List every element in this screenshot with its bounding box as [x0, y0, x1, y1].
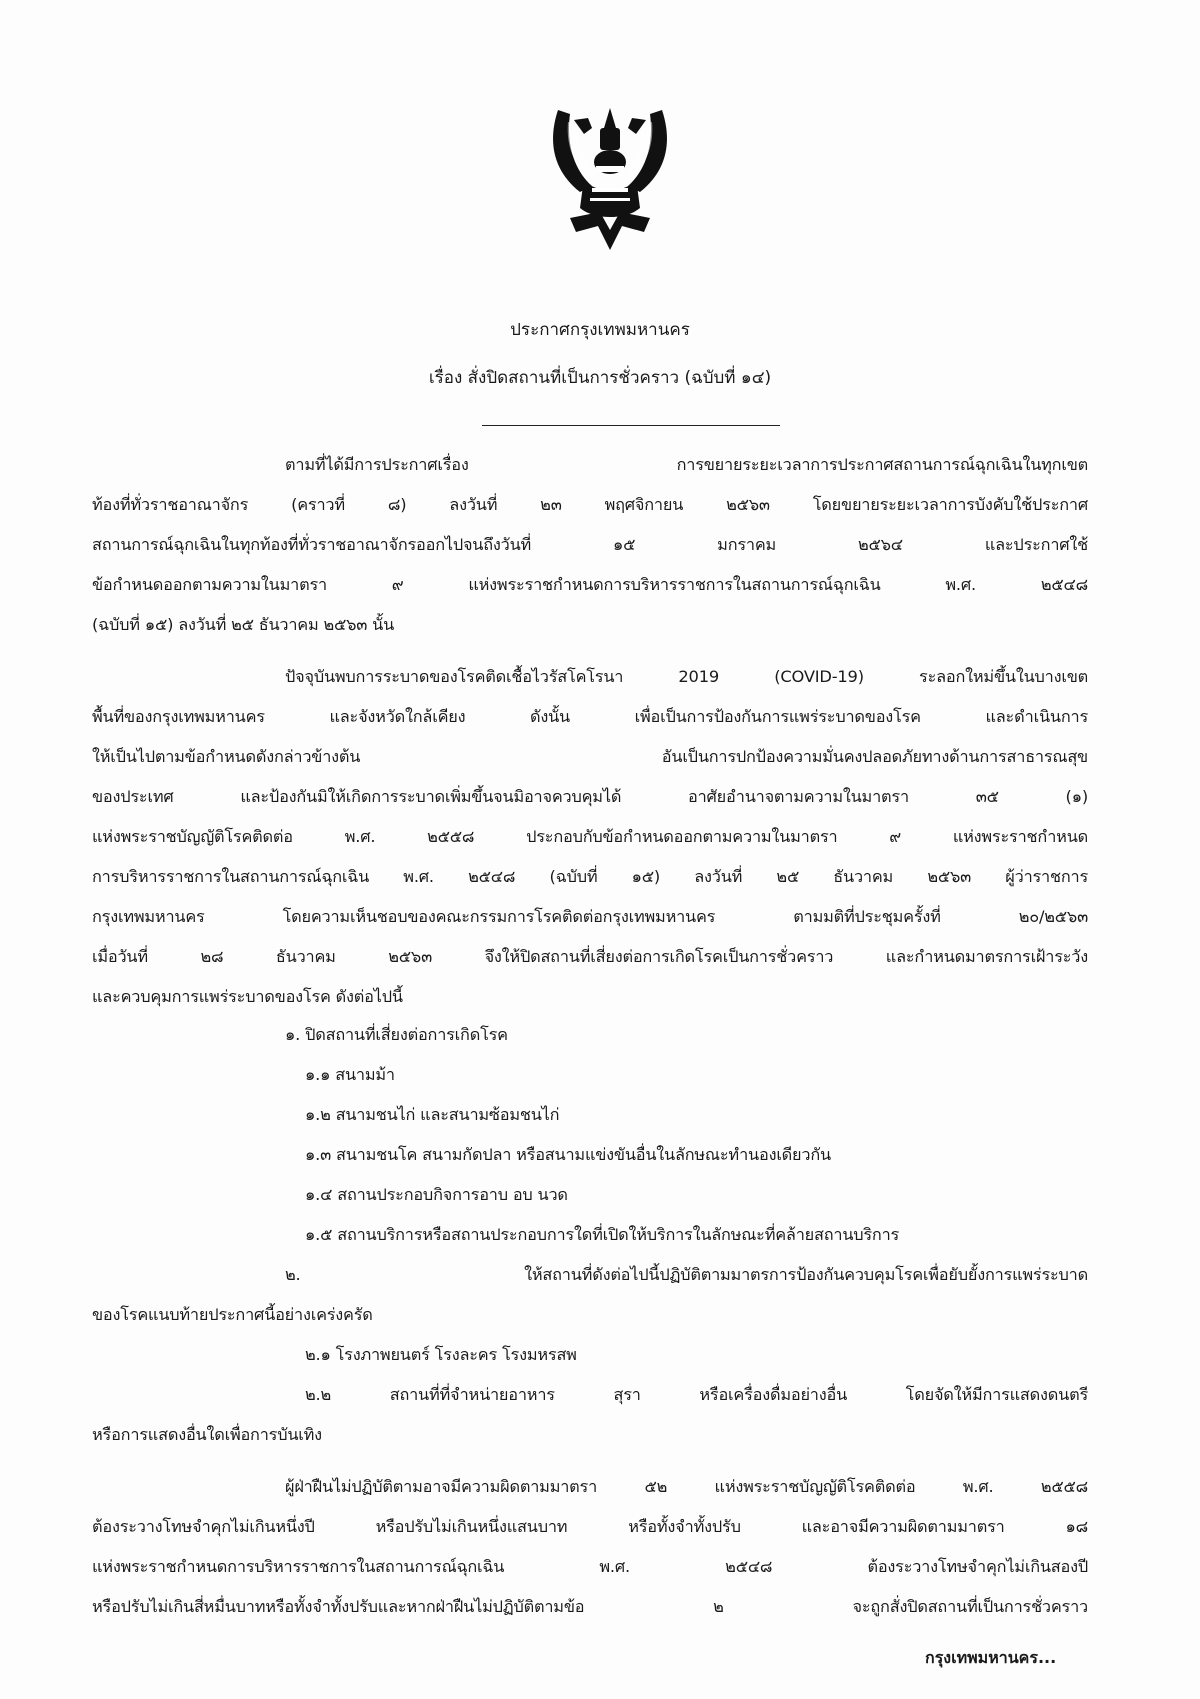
para2-line: ให้เป็นไปตามข้อกำหนดดังกล่าวข้างต้น อันเป็นการปกป้องความมั่นคงปลอดภัยทางด้านการสาธารณสุข	[92, 747, 1088, 766]
item2-subitem: ๒.๒ สถานที่ที่จำหน่ายอาหาร สุรา หรือเครื่องดื่มอย่างอื่น โดยจัดให้มีการแสดงดนตรี	[305, 1385, 1088, 1404]
para1-line: (ฉบับที่ ๑๕) ลงวันที่ ๒๕ ธันวาคม ๒๕๖๓ นั้น	[92, 615, 395, 634]
item1-heading: ๑. ปิดสถานที่เสี่ยงต่อการเกิดโรค	[285, 1025, 508, 1044]
continuation-footer: กรุงเทพมหานคร...	[925, 1648, 1057, 1667]
penalty-line: แห่งพระราชกำหนดการบริหารราชการในสถานการณ์ฉุกเฉิน พ.ศ. ๒๕๔๘ ต้องระวางโทษจำคุกไม่เกินสองปี	[92, 1557, 1088, 1576]
para2-line: การบริหารราชการในสถานการณ์ฉุกเฉิน พ.ศ. ๒๕๔๘ (ฉบับที่ ๑๕) ลงวันที่ ๒๕ ธันวาคม ๒๕๖๓ ผู้ว่าราชการ	[92, 867, 1088, 886]
penalty-line: ต้องระวางโทษจำคุกไม่เกินหนึ่งปี หรือปรับไม่เกินหนึ่งแสนบาท หรือทั้งจำทั้งปรับ และอาจมีความผิดตามมาตรา ๑๘	[92, 1517, 1088, 1536]
para2-line: ปัจจุบันพบการระบาดของโรคติดเชื้อไวรัสโคโรนา 2019 (COVID-19) ระลอกใหม่ขึ้นในบางเขต	[285, 667, 1088, 686]
document-subject: เรื่อง สั่งปิดสถานที่เป็นการชั่วคราว (ฉบับที่ ๑๔)	[428, 368, 772, 388]
para2-line: ของประเทศ และป้องกันมิให้เกิดการระบาดเพิ่มขึ้นจนมิอาจควบคุมได้ อาศัยอำนาจตามความในมาตรา ๓๕ (๑)	[92, 787, 1088, 806]
garuda-emblem-icon	[540, 100, 680, 260]
title-divider	[482, 425, 780, 426]
item1-subitem: ๑.๒ สนามชนไก่ และสนามซ้อมชนไก่	[305, 1105, 560, 1124]
para2-line: กรุงเทพมหานคร โดยความเห็นชอบของคณะกรรมการโรคติดต่อกรุงเทพมหานคร ตามมติที่ประชุมครั้งที่ ๒๐/๒๕๖๓	[92, 907, 1088, 926]
item2-heading-cont: ของโรคแนบท้ายประกาศนี้อย่างเคร่งครัด	[92, 1305, 373, 1324]
para2-line: และควบคุมการแพร่ระบาดของโรค ดังต่อไปนี้	[92, 987, 403, 1006]
para1-line: ข้อกำหนดออกตามความในมาตรา ๙ แห่งพระราชกำหนดการบริหารราชการในสถานการณ์ฉุกเฉิน พ.ศ. ๒๕๔๘	[92, 575, 1088, 594]
item2-subitem: ๒.๑ โรงภาพยนตร์ โรงละคร โรงมหรสพ	[305, 1345, 577, 1364]
item2-heading: ๒. ให้สถานที่ดังต่อไปนี้ปฏิบัติตามมาตรการป้องกันควบคุมโรคเพื่อยับยั้งการแพร่ระบาด	[285, 1265, 1088, 1284]
para1-line: ท้องที่ทั่วราชอาณาจักร (คราวที่ ๘) ลงวันที่ ๒๓ พฤศจิกายน ๒๕๖๓ โดยขยายระยะเวลาการบังคับใช้ประกาศ	[92, 495, 1088, 514]
para1-line: สถานการณ์ฉุกเฉินในทุกท้องที่ทั่วราชอาณาจักรออกไปจนถึงวันที่ ๑๕ มกราคม ๒๕๖๔ และประกาศใช้	[92, 535, 1088, 554]
item2-subitem-cont: หรือการแสดงอื่นใดเพื่อการบันเทิง	[92, 1425, 322, 1444]
penalty-line: หรือปรับไม่เกินสี่หมื่นบาทหรือทั้งจำทั้งปรับและหากฝ่าฝืนไม่ปฏิบัติตามข้อ ๒ จะถูกสั่งปิดสถานที่เป็นการชั่วคราว	[92, 1597, 1088, 1616]
item1-subitem: ๑.๑ สนามม้า	[305, 1065, 395, 1084]
para2-line: แห่งพระราชบัญญัติโรคติดต่อ พ.ศ. ๒๕๕๘ ประกอบกับข้อกำหนดออกตามความในมาตรา ๙ แห่งพระราชกำหนด	[92, 827, 1088, 846]
para2-line: เมื่อวันที่ ๒๘ ธันวาคม ๒๕๖๓ จึงให้ปิดสถานที่เสี่ยงต่อการเกิดโรคเป็นการชั่วคราว และกำหนดมาตรการเฝ้าระวัง	[92, 947, 1088, 966]
item1-subitem: ๑.๕ สถานบริการหรือสถานประกอบการใดที่เปิดให้บริการในลักษณะที่คล้ายสถานบริการ	[305, 1225, 900, 1244]
para1-line: ตามที่ได้มีการประกาศเรื่อง การขยายระยะเวลาการประกาศสถานการณ์ฉุกเฉินในทุกเขต	[285, 455, 1088, 474]
para2-line: พื้นที่ของกรุงเทพมหานคร และจังหวัดใกล้เคียง ดังนั้น เพื่อเป็นการป้องกันการแพร่ระบาดของโรค และดำเนินการ	[92, 707, 1088, 726]
item1-subitem: ๑.๔ สถานประกอบกิจการอาบ อบ นวด	[305, 1185, 568, 1204]
document-title: ประกาศกรุงเทพมหานคร	[510, 320, 690, 340]
penalty-line: ผู้ฝ่าฝืนไม่ปฏิบัติตามอาจมีความผิดตามมาตรา ๕๒ แห่งพระราชบัญญัติโรคติดต่อ พ.ศ. ๒๕๕๘	[285, 1477, 1088, 1496]
item1-subitem: ๑.๓ สนามชนโค สนามกัดปลา หรือสนามแข่งขันอื่นในลักษณะทำนองเดียวกัน	[305, 1145, 831, 1164]
